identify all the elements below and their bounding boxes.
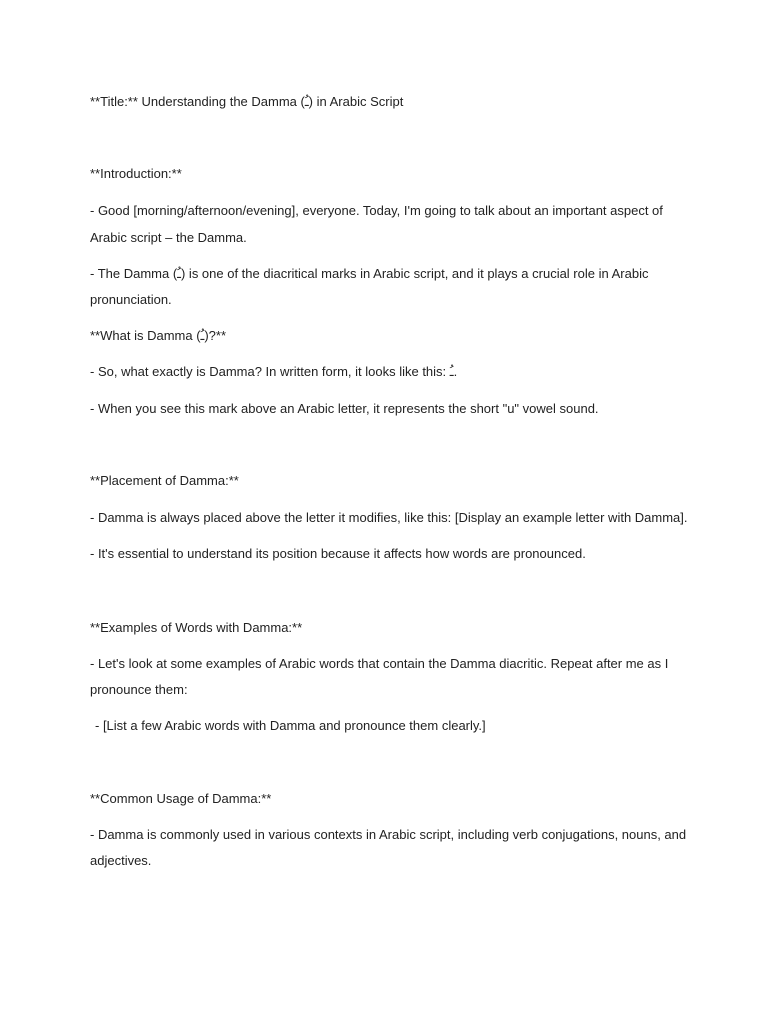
introduction-paragraph-2-line-2: pronunciation.: [90, 292, 172, 307]
usage-paragraph-1-line-2: adjectives.: [90, 853, 152, 868]
introduction-heading: **Introduction:**: [90, 166, 182, 181]
placement-paragraph-2: - It's essential to understand its position because it affects how words are pronounced.: [90, 546, 586, 561]
examples-heading: **Examples of Words with Damma:**: [90, 620, 303, 635]
usage-paragraph-1-line-1: - Damma is commonly used in various contexts in Arabic script, including verb conjugations, nouns, and: [90, 827, 687, 842]
placement-paragraph-1: - Damma is always placed above the letter it modifies, like this: [Display an example letter with Damma].: [90, 510, 688, 525]
what-is-damma-paragraph-1: - So, what exactly is Damma? In written form, it looks like this: ـُ.: [90, 364, 458, 379]
introduction-paragraph-2-line-1: - The Damma (ـُ) is one of the diacritical marks in Arabic script, and it plays a crucial role in Arabic: [90, 266, 649, 281]
what-is-damma-paragraph-2: - When you see this mark above an Arabic letter, it represents the short "u" vowel sound.: [90, 401, 599, 416]
introduction-paragraph-1-line-1: - Good [morning/afternoon/evening], everyone. Today, I'm going to talk about an important aspect of: [90, 203, 663, 218]
examples-sub-item: - [List a few Arabic words with Damma and pronounce them clearly.]: [95, 718, 486, 733]
examples-paragraph-1-line-1: - Let's look at some examples of Arabic words that contain the Damma diacritic. Repeat after me as I: [90, 656, 669, 671]
examples-paragraph-1-line-2: pronounce them:: [90, 682, 188, 697]
usage-heading: **Common Usage of Damma:**: [90, 791, 272, 806]
document-title: **Title:** Understanding the Damma (ـُ) in Arabic Script: [90, 94, 404, 109]
placement-heading: **Placement of Damma:**: [90, 473, 239, 488]
what-is-damma-heading: **What is Damma (ـُ)?**: [90, 328, 227, 343]
introduction-paragraph-1-line-2: Arabic script – the Damma.: [90, 230, 247, 245]
